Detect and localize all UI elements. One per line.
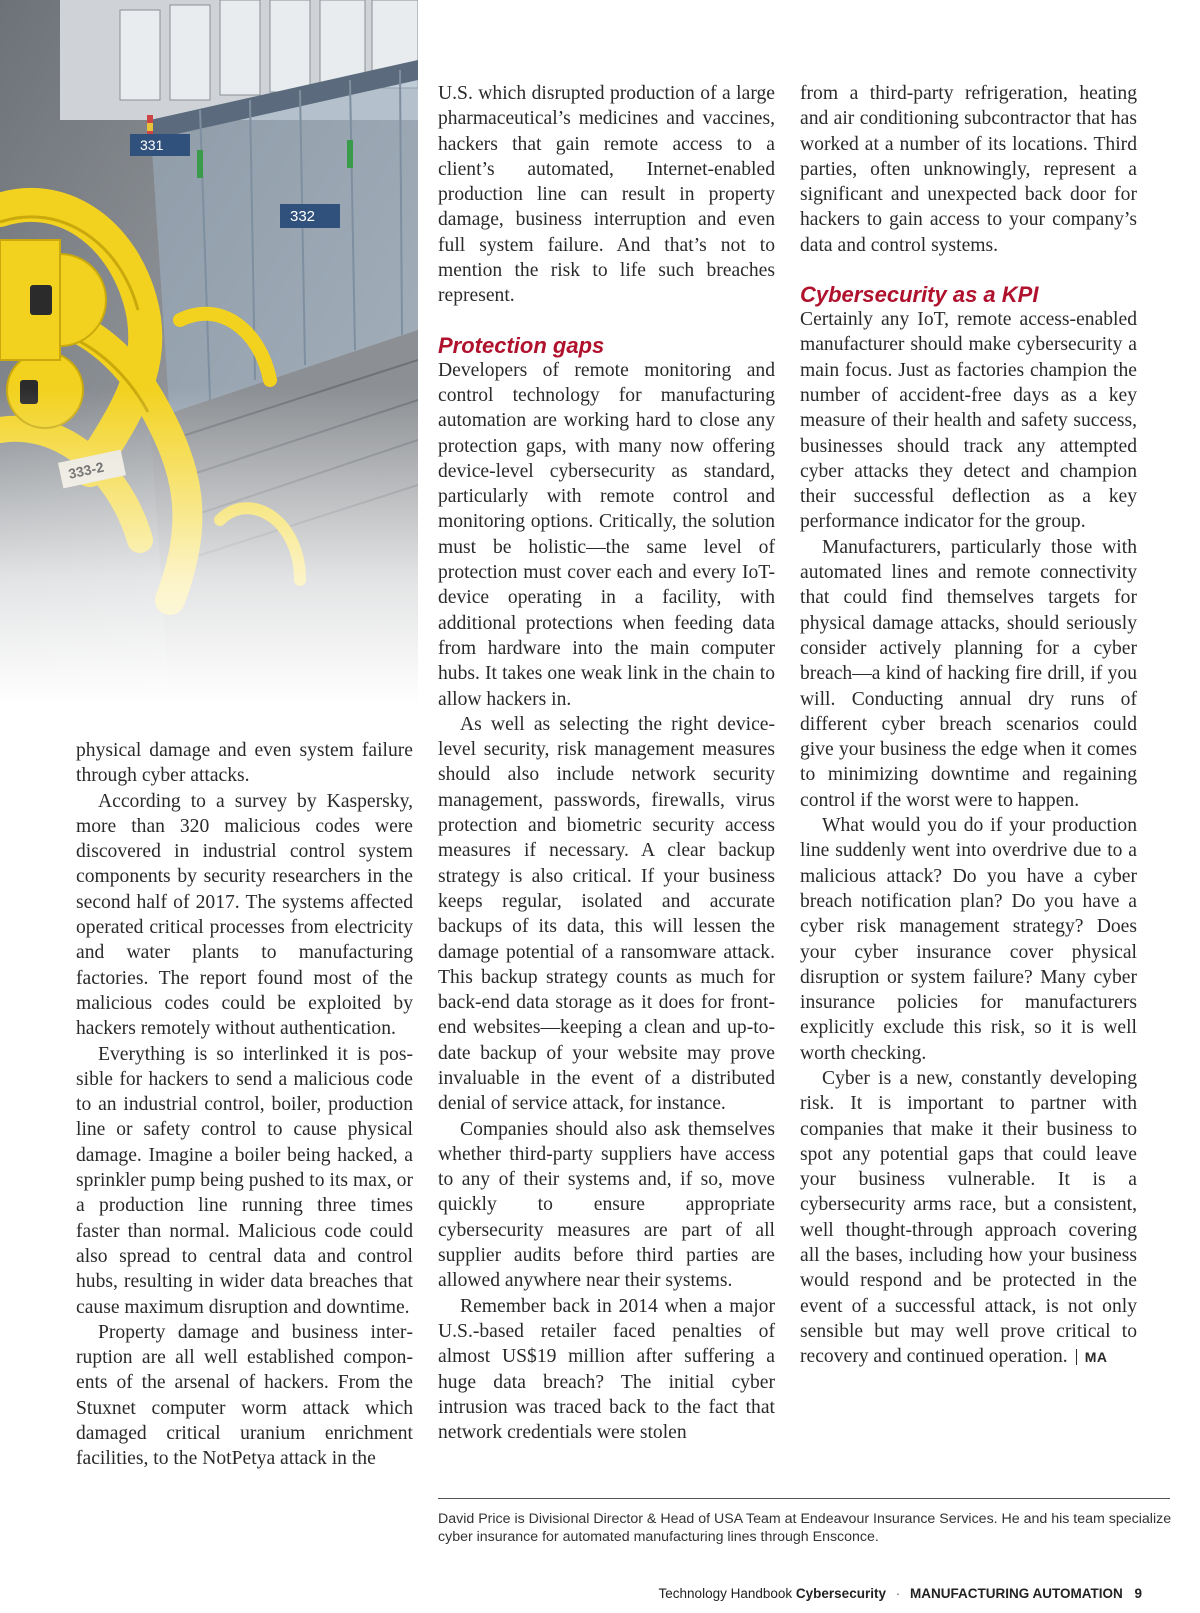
col1-paragraph-1: physical damage and even system failure through cyber attacks. [76, 740, 413, 787]
column-2 [438, 81, 775, 1445]
column-1 [76, 738, 413, 1472]
col2-paragraph-3: Companies should also ask themselves whether third-party suppliers have access to any of their systems and, if so, move quickly to ensure appropriate cybersecurity measures are part of all supplier audits before third parties are allowed anywhere near their systems. [438, 1118, 775, 1292]
col3-paragraph-2: Manufacturers, particularly those with automated lines and remote connectivity that could find themselves targets for physical damage attacks, should seriously consider actively planning for a cyber breach—a kind of hacking fire drill, if you will. Conducting annual dry runs of different cyber breach scenarios could give your business the edge when it comes to minimizing downtime and regaining control if the worst were to happen. [800, 536, 1137, 811]
footer-handbook: Technology Handbook [658, 1586, 793, 1601]
protection-gaps-heading: Protection gaps [438, 332, 605, 358]
col3-paragraph-3: What would you do if your production line suddenly went into overdrive due to a malicious attack? Do you have a cyber breach notification plan? Do you have a cyber risk management strategy? Does your cyber insurance cover physical disruption or system failure? Many cyber insurance policies for manufacturers explicitly exclude this risk, so it is well worth checking. [800, 815, 1137, 1064]
footer-separator: · [895, 1586, 901, 1601]
column-3 [800, 81, 1137, 1371]
col2-intro: U.S. which disrupted production of a large pharmaceutical’s medicines and vaccines, hackers that gain remote access to a client’s automated, Internet-enabled production line can result in property damage, business interruption and even full system failure. And that’s not to mention the risk to life such breaches represent. [438, 83, 775, 307]
factory-robot-photo [0, 0, 418, 705]
page-footer [659, 1586, 1142, 1601]
col3-paragraph-4 [800, 1066, 1137, 1371]
end-sign-off: MA [1076, 1349, 1108, 1365]
bio-divider [438, 1498, 1170, 1499]
col2-paragraph-2: As well as selecting the right device-level security, risk management measures should also include network security management, passwords, firewalls, virus protection and biometric security access measures if necessary. A clear backup strategy is also critical. If your business keeps regular, isolated and accurate backups of its data, this will lessen the damage potential of a ransomware attack. This backup strategy counts as much for back-end data storage as it does for front-end websites—keeping a clean and up-to-date backup of your website may prove invaluable in the event of a distributed denial of service attack, for instance. [438, 713, 775, 1115]
col2-paragraph-1: Developers of remote monitoring and control technology for manufacturing automation are working hard to close any protection gaps, with many now offering device-level cybersecurity as standard, particularly with remote control and monitoring options. Critically, the solution must be holistic—the same level of protection must cover each and every IoT-device operating in a facility, with additional protections when feeding data from hardware into the main computer hubs. It takes one weak link in the chain to allow hackers in. [438, 359, 775, 710]
author-bio: David Price is Divisional Director & Head of USA Team at Endeavour Insurance Services. He and his team specialize cyber insurance for automated manufacturing lines through Ensconce. [438, 1511, 1172, 1545]
kpi-heading: Cybersecurity as a KPI [800, 282, 1039, 308]
col1-paragraph-3: Everything is so interlinked it is possible for hackers to send a malicious code to an industrial control, boiler, production line or safety control to cause physical damage. Imagine a boiler being hacked, a sprinkler pump being pushed to its max, or a production line running three times faster than normal. Malicious code could also spread to central data and control hubs, resulting in wider data breaches that cause maximum disruption and downtime. [76, 1043, 413, 1318]
footer-magazine: MANUFACTURING AUTOMATION [909, 1586, 1123, 1601]
col2-paragraph-4: Remember back in 2014 when a major U.S.-based retailer faced penalties of almost US$19 million after suffering a huge data breach? The initial cyber intrusion was traced back to the fact that network credentials were stolen [438, 1295, 775, 1444]
footer-topic: Cybersecurity [795, 1586, 886, 1601]
col1-paragraph-2: According to a survey by Kaspersky, more than 320 malicious codes were discovered in industrial control system components by security researchers in the second half of 2017. The systems affected operated critical processes from electricity and water plants to manufacturing factories. The report found most of the malicious codes could be exploited by hackers remotely without authentication. [76, 790, 413, 1040]
col1-paragraph-4: Property damage and business interruption are all well established components of the arsenal of hackers. From the Stuxnet computer worm attack which damaged critical uranium enrichment facilities, to the NotPetya attack in the [76, 1321, 413, 1470]
col3-paragraph-4-text: Cyber is a new, constantly developing risk. It is important to partner with companies that make it their business to spot any potential gaps that could leave your business vulnerable. It is a cybersecurity arms race, but a consistent, well thought-through approach covering all the bases, including how your business would respond and be protected in the event of a successful attack, is not only sensible but may well prove critical to recovery and continued operation. [800, 1067, 1137, 1368]
col3-intro: from a third-party refrigeration, heating and air conditioning subcontractor that has worked at a number of its locations. Third parties, often unknowingly, represent a significant and unexpected back door for hackers to gain access to your company’s data and control systems. [800, 83, 1137, 256]
page-number: 9 [1134, 1586, 1142, 1601]
col3-paragraph-1: Certainly any IoT, remote access-enabled manufacturer should make cybersecurity a main focus. Just as factories champion the number of accident-free days as a key measure of their health and safety success, businesses should track any attempted cyber attacks they detect and champion their successful deflection as a key performance indicator for the group. [800, 309, 1137, 533]
